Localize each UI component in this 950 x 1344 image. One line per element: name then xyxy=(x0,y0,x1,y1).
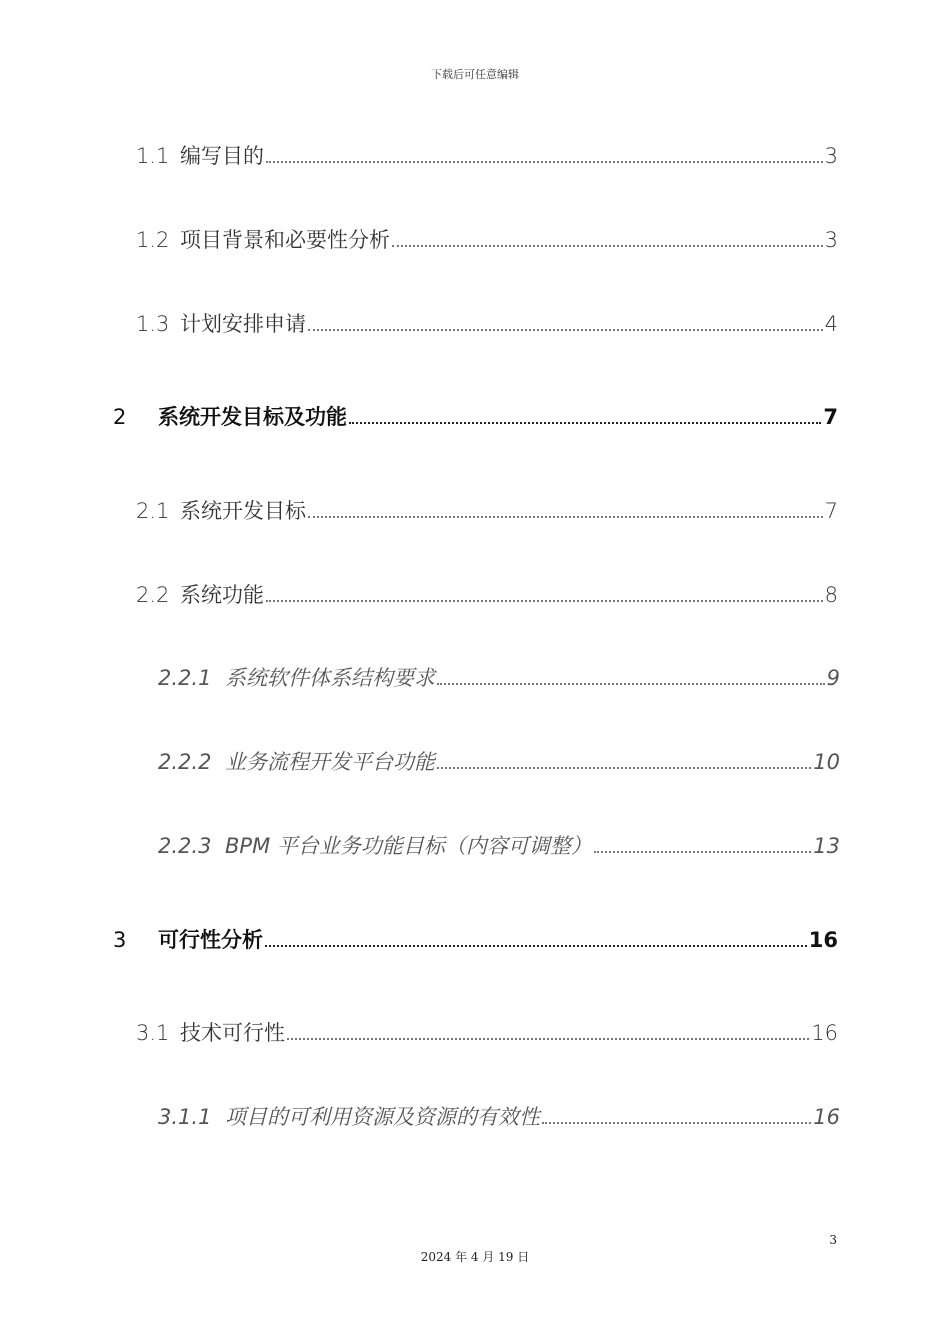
toc-entry-number: 1.1 xyxy=(136,144,170,168)
toc-entry-number: 2.2.2 xyxy=(158,750,212,774)
dot-leader xyxy=(265,945,807,947)
dot-leader xyxy=(308,516,823,518)
toc-entry-number: 1.2 xyxy=(136,228,170,252)
toc-entry-title: 业务流程开发平台功能 xyxy=(225,750,435,774)
toc-entry-number: 2 xyxy=(113,405,127,429)
toc-entry-2-2-2[interactable] xyxy=(158,748,840,776)
toc-entry-title: 系统功能 xyxy=(180,583,264,607)
toc-entry-page: 13 xyxy=(813,834,840,858)
toc-entry-title: 系统开发目标及功能 xyxy=(158,405,347,429)
footer-date: 2024 年 4 月 19 日 xyxy=(420,1250,530,1264)
dot-leader xyxy=(349,422,821,424)
toc-entry-title: BPM 平台业务功能目标（内容可调整） xyxy=(225,834,592,858)
toc-entry-page: 16 xyxy=(811,1021,838,1045)
toc-entry-1-3[interactable] xyxy=(136,310,838,338)
toc-entry-page: 16 xyxy=(808,928,838,952)
toc-entry-2[interactable] xyxy=(113,403,838,431)
toc-entry-3-1-1[interactable] xyxy=(158,1103,840,1131)
dot-leader xyxy=(437,767,811,769)
toc-entry-page: 8 xyxy=(824,583,838,607)
toc-entry-title: 项目的可利用资源及资源的有效性 xyxy=(225,1105,540,1129)
toc-entry-page: 16 xyxy=(813,1105,840,1129)
toc-entry-1-2[interactable] xyxy=(136,226,838,254)
toc-entry-3-1[interactable] xyxy=(136,1019,838,1047)
dot-leader xyxy=(594,851,811,853)
page-number: 3 xyxy=(829,1233,837,1247)
toc-entry-title: 可行性分析 xyxy=(158,928,263,952)
toc-entry-number: 2.2 xyxy=(136,583,170,607)
toc-entry-title: 项目背景和必要性分析 xyxy=(180,228,390,252)
toc-entry-title: 系统开发目标 xyxy=(180,499,306,523)
dot-leader xyxy=(266,600,823,602)
toc-entry-2-1[interactable] xyxy=(136,497,838,525)
toc-entry-page: 10 xyxy=(813,750,840,774)
toc-entry-number: 3.1.1 xyxy=(158,1105,212,1129)
toc-entry-number: 2.1 xyxy=(136,499,170,523)
toc-entry-page: 4 xyxy=(824,312,838,336)
toc-entry-2-2-1[interactable] xyxy=(158,664,840,692)
toc-entry-title: 系统软件体系结构要求 xyxy=(225,666,435,690)
toc-entry-title: 编写目的 xyxy=(180,144,264,168)
dot-leader xyxy=(542,1122,811,1124)
dot-leader xyxy=(392,245,823,247)
toc-entry-number: 1.3 xyxy=(136,312,170,336)
dot-leader xyxy=(308,329,823,331)
dot-leader xyxy=(287,1038,809,1040)
toc-entry-2-2-3[interactable] xyxy=(158,832,840,860)
page-header: 下载后可任意编辑 xyxy=(431,68,519,81)
toc-entry-number: 3.1 xyxy=(136,1021,170,1045)
toc-entry-title: 技术可行性 xyxy=(180,1021,285,1045)
toc-entry-3[interactable] xyxy=(113,926,838,954)
dot-leader xyxy=(266,161,823,163)
toc-entry-title: 计划安排申请 xyxy=(180,312,306,336)
toc-entry-number: 2.2.3 xyxy=(158,834,212,858)
toc-entry-2-2[interactable] xyxy=(136,581,838,609)
dot-leader xyxy=(437,683,825,685)
toc-entry-page: 7 xyxy=(823,405,838,429)
toc-entry-page: 3 xyxy=(824,228,838,252)
toc-entry-number: 3 xyxy=(113,928,127,952)
toc-entry-page: 7 xyxy=(824,499,838,523)
toc-entry-page: 9 xyxy=(826,666,840,690)
toc-entry-number: 2.2.1 xyxy=(158,666,212,690)
toc-entry-page: 3 xyxy=(824,144,838,168)
toc-entry-1-1[interactable] xyxy=(136,142,838,170)
